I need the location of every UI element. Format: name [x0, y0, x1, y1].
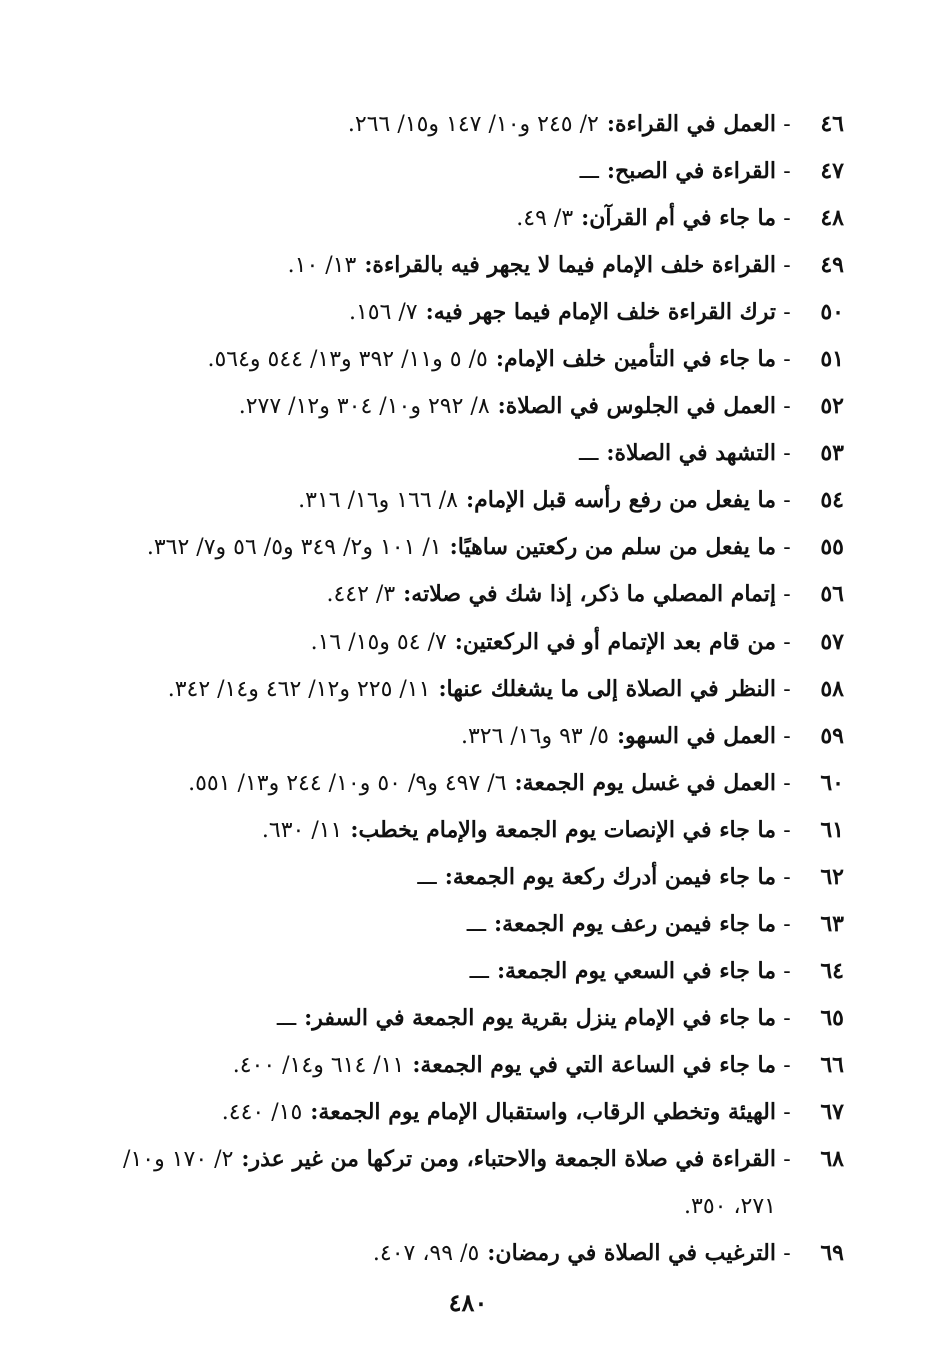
- entry-body: [349, 289, 776, 336]
- entry-references: ـــ: [417, 864, 437, 890]
- index-entry: [84, 430, 844, 477]
- entry-number: ٦٠: [820, 769, 844, 796]
- entry-dash: -: [783, 488, 791, 514]
- entry-references: ٥/ ٩٣ و١٦/ ٣٢٦.: [460, 723, 609, 749]
- entry-body: [207, 336, 776, 383]
- index-entry: [84, 101, 844, 148]
- entry-title: العمل في السهو:: [616, 722, 776, 749]
- entry-body: [222, 1089, 776, 1136]
- entry-dash: -: [783, 112, 791, 137]
- entry-dash: -: [783, 911, 791, 937]
- entry-number: ٥٤: [820, 487, 844, 514]
- entry-title: النظر في الصلاة إلى ما يشغلك عنها:: [438, 675, 776, 702]
- entry-number: ٤٧: [820, 158, 844, 185]
- entry-dash: -: [783, 817, 791, 843]
- entry-dash: -: [783, 770, 791, 796]
- index-entry: [84, 807, 844, 854]
- index-entry: [84, 854, 844, 901]
- entry-body: [580, 148, 776, 195]
- entry-body: [348, 101, 776, 148]
- entry-dash: -: [783, 159, 791, 185]
- entry-number: ٦٣: [820, 910, 844, 937]
- entry-title: القراءة خلف الإمام فيما لا يجهر فيه بالقراءة:: [364, 252, 776, 279]
- entry-references: ١٣/ ١٠.: [287, 253, 357, 279]
- entry-references: ٨/ ٢٩٢ و١٠/ ٣٠٤ و١٢/ ٢٧٧.: [238, 394, 490, 420]
- entry-references: ٦/ ٤٩٧ و٩/ ٥٠ و١٠/ ٢٤٤ و١٣/ ٥٥١.: [188, 770, 507, 796]
- entry-body: [288, 242, 776, 289]
- entry-body: [311, 619, 776, 666]
- index-entry: [84, 1089, 844, 1136]
- entry-dash: -: [783, 347, 791, 373]
- index-entry: [84, 524, 844, 571]
- entry-title: القراءة في الصبح:: [606, 158, 776, 185]
- index-entry: [84, 760, 844, 807]
- entry-dash: -: [783, 535, 791, 561]
- entry-title: ما يفعل من سلم من ركعتين ساهيًا:: [449, 534, 776, 561]
- entry-dash: -: [783, 394, 791, 420]
- entry-body: [106, 1136, 776, 1230]
- entry-title: ما جاء في السعي يوم الجمعة:: [496, 957, 776, 984]
- entry-references: ٥/ ٥ و١١/ ٣٩٢ و١٣/ ٥٤٤ و٥٦٤.: [207, 347, 488, 373]
- entry-title: ما جاء فيمن رعف يوم الجمعة:: [494, 910, 776, 937]
- entry-references: ٣/ ٤٩.: [516, 206, 574, 232]
- entry-number: ٥٧: [820, 628, 844, 655]
- entry-dash: -: [783, 206, 791, 232]
- entry-dash: -: [783, 441, 791, 467]
- entry-title: الترغيب في الصلاة في رمضان:: [487, 1240, 776, 1267]
- entry-title: ما جاء في الإمام ينزل بقرية يوم الجمعة في السفر:: [304, 1004, 776, 1031]
- entry-body: [147, 524, 776, 571]
- index-entry: [84, 995, 844, 1042]
- entry-title: ما جاء في أم القرآن:: [581, 205, 776, 232]
- entry-references: ـــ: [469, 958, 489, 984]
- entry-references: ١/ ١٠١ و٢/ ٣٤٩ و٥/ ٥٦ و٧/ ٣٦٢.: [146, 535, 442, 561]
- index-entry: [84, 666, 844, 713]
- index-entry: [84, 713, 844, 760]
- entry-dash: -: [783, 1005, 791, 1031]
- entry-number: ٥٨: [820, 675, 844, 702]
- entry-dash: -: [783, 1241, 791, 1267]
- entry-number: ٦٥: [820, 1004, 844, 1031]
- entry-title: القراءة في صلاة الجمعة والاحتباء، ومن تركها من غير عذر:: [241, 1146, 776, 1173]
- entry-body: [417, 854, 776, 901]
- entry-references: ـــ: [579, 159, 599, 185]
- entry-title: العمل في القراءة:: [606, 111, 776, 137]
- entry-body: [239, 383, 776, 430]
- entry-number: ٦١: [820, 816, 844, 843]
- entry-number: ٦٤: [820, 957, 844, 984]
- entry-title: ما جاء في التأمين خلف الإمام:: [495, 346, 776, 373]
- entry-title: ما جاء في الساعة التي في يوم الجمعة:: [412, 1051, 776, 1078]
- entry-references: ٢/ ١٧٠ و١٠/ ٢٧١، ٣٥٠.: [123, 1147, 776, 1220]
- entry-title: ما جاء في الإنصات يوم الجمعة والإمام يخطب:: [350, 816, 776, 843]
- entry-references: ـــ: [466, 911, 487, 937]
- page-number: ٤٨٠: [448, 1288, 488, 1317]
- entry-dash: -: [783, 864, 791, 890]
- index-entry: [84, 242, 844, 289]
- entry-body: [233, 1042, 776, 1089]
- entry-dash: -: [783, 958, 791, 984]
- entry-references: ـــ: [579, 441, 599, 467]
- entry-number: ٥٣: [820, 440, 844, 467]
- entry-body: [516, 195, 776, 242]
- index-entry: [84, 948, 844, 995]
- index-entry: [84, 289, 844, 336]
- index-entry: [84, 1042, 844, 1089]
- index-entry: [84, 195, 844, 242]
- entry-body: [262, 807, 776, 854]
- entry-references: ١١/ ٢٢٥ و١٢/ ٤٦٢ و١٤/ ٣٤٢.: [167, 676, 431, 702]
- index-entry: [84, 336, 844, 383]
- entry-body: [579, 430, 776, 477]
- entry-body: [373, 1230, 776, 1277]
- entry-dash: -: [783, 1052, 791, 1078]
- entry-number: ٥٢: [820, 393, 844, 420]
- entry-title: العمل في غسل يوم الجمعة:: [514, 769, 776, 796]
- entry-title: العمل في الجلوس في الصلاة:: [497, 393, 776, 420]
- entry-number: ٦٧: [820, 1098, 844, 1125]
- entry-dash: -: [783, 300, 791, 326]
- entry-number: ٥٠: [820, 299, 844, 326]
- entry-number: ٦٦: [820, 1051, 844, 1078]
- entry-dash: -: [783, 723, 791, 749]
- entry-body: [461, 713, 776, 760]
- entry-number: ٥١: [820, 346, 844, 373]
- index-entry: [84, 383, 844, 430]
- index-entry: [84, 1136, 844, 1230]
- entry-references: ٥/ ٩٩، ٤٠٧.: [372, 1241, 480, 1267]
- index-entry: [84, 619, 844, 666]
- entry-references: ٧/ ٥٤ و١٥/ ١٦.: [310, 629, 447, 655]
- entry-dash: -: [783, 1099, 791, 1125]
- entry-title: الهيئة وتخطي الرقاب، واستقبال الإمام يوم الجمعة:: [310, 1098, 776, 1125]
- entry-references: ٧/ ١٥٦.: [348, 300, 418, 326]
- entry-body: [467, 901, 776, 948]
- entry-title: من قام بعد الإتمام أو في الركعتين:: [454, 628, 776, 655]
- index-list: [84, 101, 844, 1277]
- entry-title: إتمام المصلي ما ذكر، إذا شك في صلاته:: [403, 581, 776, 608]
- entry-title: ما جاء فيمن أدرك ركعة يوم الجمعة:: [444, 863, 776, 890]
- entry-number: ٤٩: [820, 252, 844, 279]
- entry-number: ٦٨: [820, 1146, 844, 1173]
- entry-number: ٥٦: [820, 581, 844, 608]
- entry-dash: -: [783, 582, 791, 608]
- entry-number: ٤٦: [820, 111, 844, 137]
- index-entry: [84, 901, 844, 948]
- entry-number: ٦٢: [820, 863, 844, 890]
- entry-title: التشهد في الصلاة:: [606, 440, 776, 467]
- entry-body: [298, 477, 776, 524]
- entry-references: ٨/ ١٦٦ و١٦/ ٣١٦.: [298, 488, 458, 514]
- entry-title: ترك القراءة خلف الإمام فيما جهر فيه:: [425, 299, 776, 326]
- index-entry: [84, 1230, 844, 1277]
- entry-body: [326, 571, 776, 618]
- index-entry: [84, 148, 844, 195]
- entry-body: [277, 995, 776, 1042]
- entry-dash: -: [783, 629, 791, 655]
- entry-references: ١٥/ ٤٤٠.: [221, 1099, 303, 1125]
- entry-dash: -: [783, 253, 791, 279]
- index-entry: [84, 477, 844, 524]
- index-entry: [84, 571, 844, 618]
- entry-dash: -: [783, 1147, 791, 1173]
- entry-dash: -: [783, 676, 791, 702]
- entry-references: ٣/ ٤٤٢.: [326, 582, 396, 608]
- entry-title: ما يفعل من رفع رأسه قبل الإمام:: [465, 487, 776, 514]
- entry-body: [188, 760, 776, 807]
- entry-references: ٢/ ٢٤٥ و١٠/ ١٤٧ و١٥/ ٢٦٦.: [347, 112, 599, 137]
- entry-body: [470, 948, 776, 995]
- entry-references: ـــ: [276, 1005, 297, 1031]
- entry-references: ١١/ ٦١٤ و١٤/ ٤٠٠.: [232, 1052, 405, 1078]
- entry-number: ٥٥: [820, 534, 844, 561]
- entry-number: ٤٨: [820, 205, 844, 232]
- entry-number: ٥٩: [820, 722, 844, 749]
- entry-number: ٦٩: [820, 1240, 844, 1267]
- entry-references: ١١/ ٦٣٠.: [261, 817, 343, 843]
- entry-body: [168, 666, 776, 713]
